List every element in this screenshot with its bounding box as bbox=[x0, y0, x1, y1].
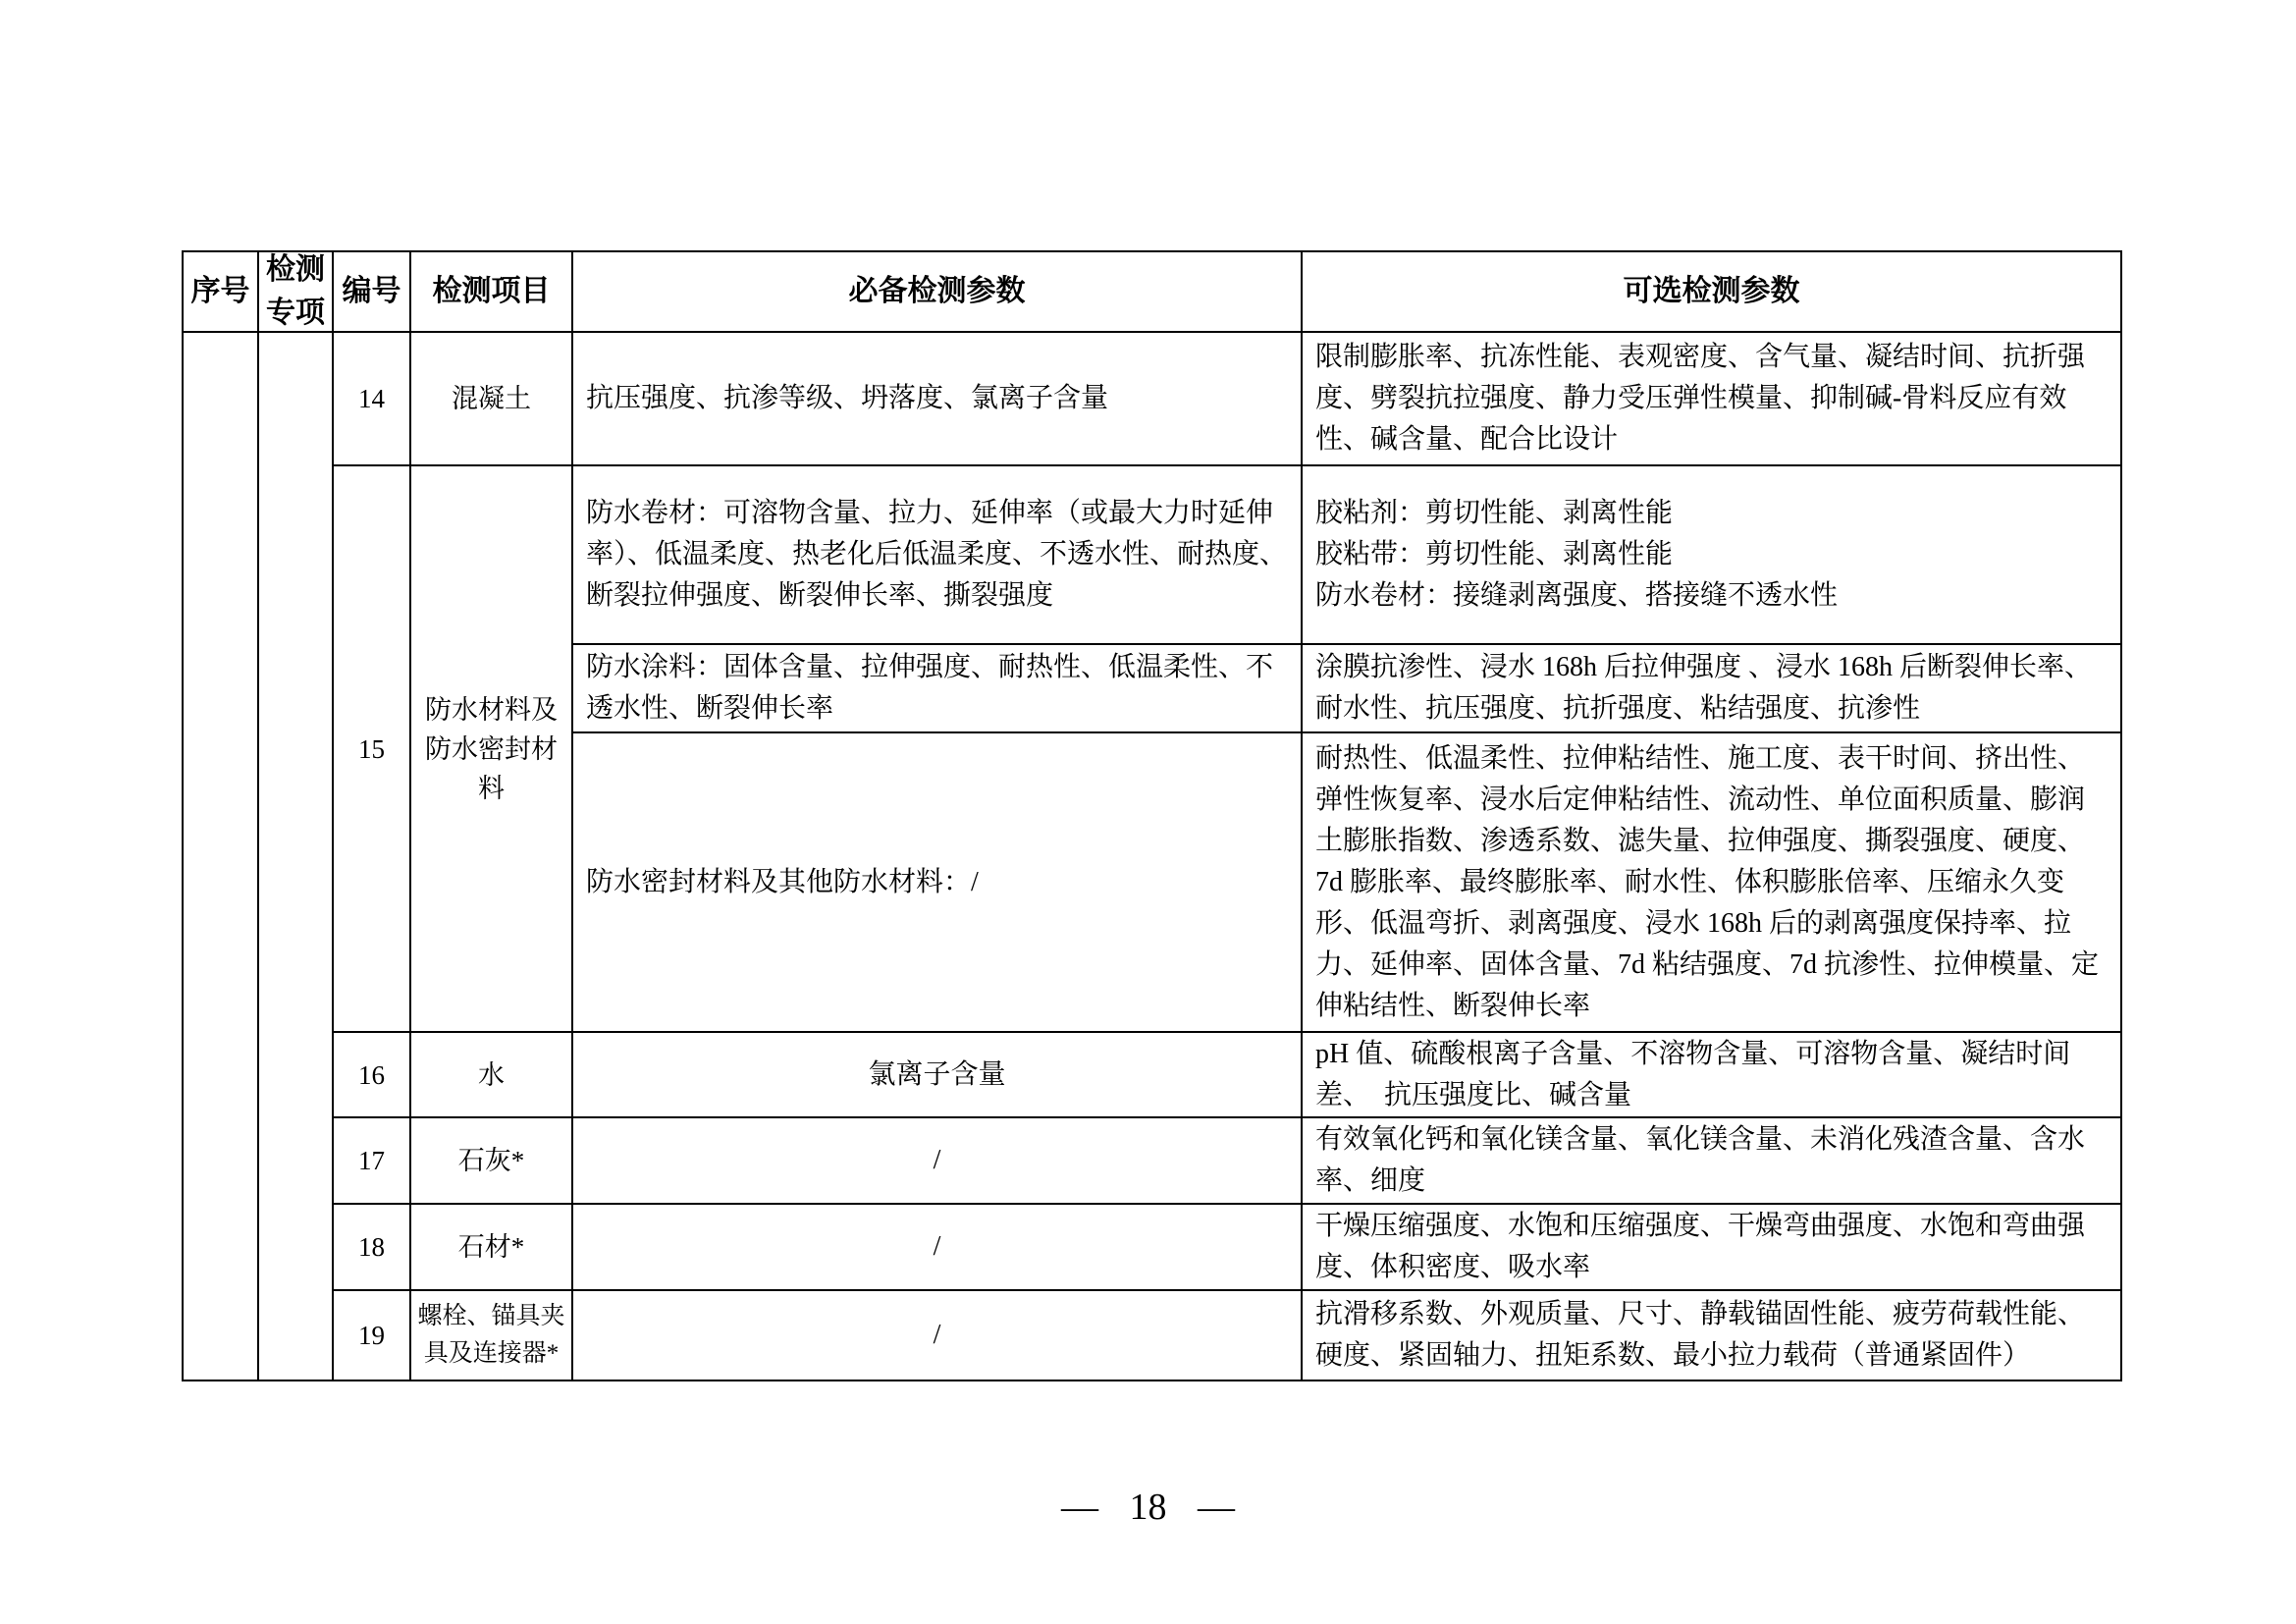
row18-item: 石材* bbox=[411, 1205, 573, 1291]
header-item-number: 编号 bbox=[334, 252, 411, 333]
row15-number: 15 bbox=[334, 466, 411, 1033]
row17-item: 石灰* bbox=[411, 1118, 573, 1205]
row18-optional-parameters: 干燥压缩强度、水饱和压缩强度、干燥弯曲强度、水饱和弯曲强度、体积密度、吸水率 bbox=[1303, 1205, 2122, 1291]
row15-sub2-optional-parameters: 涂膜抗渗性、浸水 168h 后拉伸强度 、浸水 168h 后断裂伸长率、耐水性、抗压强度、抗折强度、粘结强度、抗渗性 bbox=[1303, 645, 2122, 733]
row16-item: 水 bbox=[411, 1033, 573, 1118]
row18-required-parameters: / bbox=[573, 1205, 1303, 1291]
row17-optional-parameters: 有效氧化钙和氧化镁含量、氧化镁含量、未消化残渣含量、含水率、细度 bbox=[1303, 1118, 2122, 1205]
row15-item: 防水材料及防水密封材料 bbox=[411, 466, 573, 1033]
header-inspection-specialty: 检测专项 bbox=[259, 252, 334, 333]
row14-number: 14 bbox=[334, 333, 411, 466]
row17-number: 17 bbox=[334, 1118, 411, 1205]
row19-number: 19 bbox=[334, 1291, 411, 1381]
row14-item: 混凝土 bbox=[411, 333, 573, 466]
row16-number: 16 bbox=[334, 1033, 411, 1118]
row14-required-parameters: 抗压强度、抗渗等级、坍落度、氯离子含量 bbox=[573, 333, 1303, 466]
row15-sub1-optional-parameters bbox=[1303, 466, 2122, 645]
optional-line-waterproof-membrane: 防水卷材：接缝剥离强度、搭接缝不透水性 bbox=[1315, 580, 1839, 611]
optional-line-adhesive: 胶粘剂：剪切性能、剥离性能 bbox=[1315, 498, 1674, 528]
header-required-parameters: 必备检测参数 bbox=[573, 252, 1303, 333]
row15-sub1-required-parameters: 防水卷材：可溶物含量、拉力、延伸率（或最大力时延伸率）、低温柔度、热老化后低温柔度、不透水性、耐热度、断裂拉伸强度、断裂伸长率、撕裂强度 bbox=[573, 466, 1303, 645]
row17-required-parameters: / bbox=[573, 1118, 1303, 1205]
row14-optional-parameters: 限制膨胀率、抗冻性能、表观密度、含气量、凝结时间、抗折强度、劈裂抗拉强度、静力受压弹性模量、抑制碱-骨料反应有效性、碱含量、配合比设计 bbox=[1303, 333, 2122, 466]
inspection-specialty-span-cell bbox=[259, 333, 334, 1381]
row18-number: 18 bbox=[334, 1205, 411, 1291]
row15-sub3-optional-parameters: 耐热性、低温柔性、拉伸粘结性、施工度、表干时间、挤出性、弹性恢复率、浸水后定伸粘结性、流动性、单位面积质量、膨润土膨胀指数、渗透系数、滤失量、拉伸强度、撕裂强度、硬度、7d 膨胀率、最终膨胀率、耐水性、体积膨胀倍率、压缩永久变形、低温弯折、剥离强度、浸水 168h 后的剥离强度保持率、拉力、延伸率、固体含量、7d 粘结强度、7d 抗渗性、拉伸模量、定伸粘结性、断裂伸长率 bbox=[1303, 733, 2122, 1033]
row15-sub3-required-parameters: 防水密封材料及其他防水材料：/ bbox=[573, 733, 1303, 1033]
header-optional-parameters: 可选检测参数 bbox=[1303, 252, 2122, 333]
row16-required-parameters: 氯离子含量 bbox=[573, 1033, 1303, 1118]
inspection-parameters-table bbox=[182, 250, 2122, 1381]
row19-optional-parameters: 抗滑移系数、外观质量、尺寸、静载锚固性能、疲劳荷载性能、硬度、紧固轴力、扭矩系数、最小拉力载荷（普通紧固件） bbox=[1303, 1291, 2122, 1381]
header-serial-number: 序号 bbox=[184, 252, 259, 333]
row19-item: 螺栓、锚具夹具及连接器* bbox=[411, 1291, 573, 1381]
row19-required-parameters: / bbox=[573, 1291, 1303, 1381]
optional-line-adhesive-tape: 胶粘带：剪切性能、剥离性能 bbox=[1315, 539, 1674, 569]
header-inspection-item: 检测项目 bbox=[411, 252, 573, 333]
row15-sub2-required-parameters: 防水涂料：固体含量、拉伸强度、耐热性、低温柔性、不透水性、断裂伸长率 bbox=[573, 645, 1303, 733]
page-number: — 18 — bbox=[1061, 1487, 1235, 1528]
row16-optional-parameters: pH 值、硫酸根离子含量、不溶物含量、可溶物含量、凝结时间差、 抗压强度比、碱含量 bbox=[1303, 1033, 2122, 1118]
serial-number-span-cell bbox=[184, 333, 259, 1381]
